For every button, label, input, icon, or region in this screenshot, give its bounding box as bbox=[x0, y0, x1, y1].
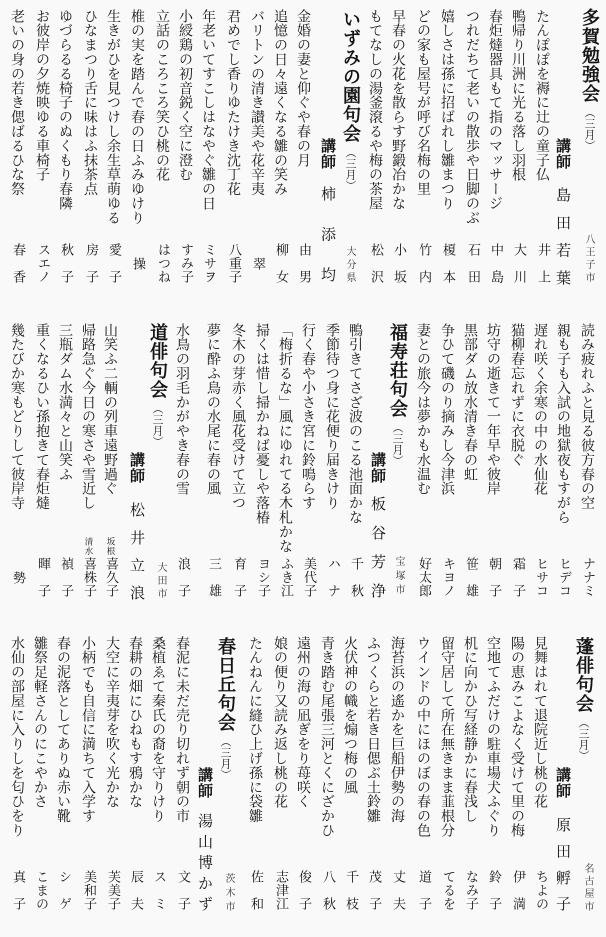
haiku-author: 房子 bbox=[83, 243, 98, 283]
haiku-author: キヨノ bbox=[440, 557, 455, 597]
haiku-author: 勢 bbox=[10, 570, 25, 584]
section-location: 茨木市 bbox=[223, 873, 234, 911]
haiku-column bbox=[324, 314, 340, 614]
haiku-column bbox=[247, 627, 263, 927]
haiku-column bbox=[462, 314, 478, 614]
lecturer-label: 講師 bbox=[196, 767, 214, 799]
haiku-text: 桑植ゑて秦氏の裔を守りけり bbox=[150, 636, 166, 824]
haiku-author: 志津江 bbox=[273, 870, 288, 910]
section-title bbox=[146, 323, 168, 447]
haiku-text: 妻との旅今は夢かも水温む bbox=[415, 323, 431, 496]
haiku-column bbox=[485, 314, 501, 614]
haiku-column bbox=[150, 627, 166, 927]
haiku-text: 青き踏む尾張三河とくにざかひ bbox=[319, 636, 335, 838]
section-title bbox=[214, 637, 236, 780]
haiku-text: 春耕の畑にひねもす鴉かな bbox=[127, 636, 143, 809]
haiku-author: 三雄 bbox=[206, 557, 221, 597]
haiku-author: 喜久子 bbox=[103, 557, 118, 597]
haiku-column bbox=[439, 627, 455, 927]
haiku-column bbox=[80, 314, 96, 614]
haiku-author: 八重子 bbox=[226, 243, 241, 283]
haiku-author: 松沢 bbox=[368, 243, 383, 283]
haiku-text: バリトンの清き讃美や花辛夷 bbox=[249, 9, 265, 197]
haiku-author: 愛子 bbox=[106, 243, 121, 283]
section-location: 名古屋市 bbox=[582, 863, 593, 911]
section-location: 八王子市 bbox=[583, 234, 594, 282]
haiku-text: 海苔浜の遙かを巨船伊勢の海 bbox=[389, 636, 405, 824]
haiku-column bbox=[365, 627, 381, 927]
haiku-column bbox=[55, 627, 71, 927]
haiku-column bbox=[347, 314, 363, 614]
haiku-column bbox=[9, 0, 25, 300]
haiku-author: 美和子 bbox=[81, 870, 96, 910]
haiku-column bbox=[415, 627, 431, 927]
haiku-column bbox=[300, 314, 316, 614]
section-title bbox=[572, 637, 594, 761]
haiku-author: はつね bbox=[155, 243, 170, 283]
section-month: （三月） bbox=[391, 422, 404, 466]
haiku-text: 読み疲れふと見る彼方春の空 bbox=[579, 323, 595, 511]
haiku-column bbox=[34, 314, 50, 614]
lecturer-label: 講師 bbox=[128, 452, 146, 484]
haiku-column bbox=[225, 0, 241, 300]
haiku-text: 椎の実を踏んで春の日ふみゆけり bbox=[129, 9, 145, 225]
haiku-author: 俊子 bbox=[296, 870, 311, 910]
haiku-column bbox=[34, 0, 50, 300]
haiku-author: 石田 bbox=[465, 243, 480, 283]
haiku-text: 坊守の逝きて一年早や彼岸 bbox=[485, 323, 501, 496]
haiku-text: 鴨引きてさざ波のこる池面かな bbox=[347, 323, 363, 525]
haiku-text: 遅れ咲く余寒の中の水仙花 bbox=[532, 323, 548, 496]
haiku-text: 幾たびか寒もどりして彼岸寺 bbox=[9, 323, 25, 511]
haiku-column bbox=[80, 627, 96, 927]
haiku-author: ヨシ子 bbox=[255, 557, 270, 597]
haiku-text: 帰路急ぐ今日の寒さや雪近し bbox=[80, 323, 96, 511]
haiku-author: 小坂 bbox=[391, 243, 406, 283]
haiku-author: なみ子 bbox=[463, 870, 478, 910]
lecturer-name: 松井立浪 bbox=[128, 502, 146, 600]
haiku-column bbox=[510, 0, 526, 300]
section-title bbox=[339, 10, 361, 191]
haiku-author: ちよの bbox=[533, 870, 548, 910]
haiku-text: 追憶の日々遠くなる雛の笑み bbox=[272, 9, 288, 197]
haiku-text: 行く春や小さき宮に鈴鳴らす bbox=[300, 323, 316, 511]
lecturer-label: 講師 bbox=[554, 767, 572, 799]
haiku-text: ウインドの中にほのぼの春の色 bbox=[415, 636, 431, 838]
haiku-author: 笹雄 bbox=[463, 557, 478, 597]
haiku-author: 井上 bbox=[535, 243, 550, 283]
haiku-author: 榎本 bbox=[440, 243, 455, 283]
lecturer-name: 柿添均 bbox=[319, 186, 337, 282]
haiku-author: 春香 bbox=[10, 243, 25, 283]
haiku-column bbox=[389, 627, 405, 927]
haiku-text: 水仙の部屋に入りしを匂ひをり bbox=[9, 636, 25, 838]
haiku-text: 娘の便り又読み返し桃の花 bbox=[272, 636, 288, 809]
section-title bbox=[578, 8, 600, 151]
haiku-text: 掃くは惜し掃かねば憂しや落椿 bbox=[254, 323, 270, 525]
haiku-column bbox=[154, 0, 170, 300]
section-month: （三月） bbox=[219, 736, 232, 780]
haiku-author: 禎子 bbox=[58, 557, 73, 597]
haiku-author: すみ子 bbox=[178, 243, 193, 283]
haiku-text: 春炬燵器具もて指のマッサージ bbox=[487, 9, 503, 211]
haiku-column bbox=[462, 627, 478, 927]
haiku-author: 鈴子 bbox=[486, 870, 501, 910]
haiku-text: 見舞はれて退院近し桃の花 bbox=[532, 636, 548, 809]
haiku-author: 辰夫 bbox=[128, 870, 143, 910]
haiku-text: ふつくらと若き日偲ぶ土鈴雛 bbox=[365, 636, 381, 824]
section-month: （三月） bbox=[583, 107, 596, 151]
haiku-text: どの家も屋号が呼び名梅の里 bbox=[415, 9, 431, 197]
lecturer-label: 講師 bbox=[319, 138, 337, 170]
haiku-author: 育子 bbox=[231, 557, 246, 597]
lecturer-label: 講師 bbox=[554, 138, 572, 170]
haiku-text: 生きがひを見つけし余生草萌ゆる bbox=[105, 9, 121, 225]
haiku-column bbox=[390, 0, 406, 300]
haiku-text: 「梅折るな」風にゆれてる木札かな bbox=[277, 323, 293, 554]
haiku-text: 季節待つ身に花便り届きけり bbox=[324, 323, 340, 511]
haiku-column bbox=[249, 0, 265, 300]
haiku-column bbox=[102, 314, 118, 614]
haiku-author: 千秋 bbox=[348, 557, 363, 597]
author-surname: 清水 bbox=[83, 537, 93, 555]
haiku-column bbox=[532, 314, 548, 614]
haiku-author: 霜子 bbox=[510, 557, 525, 597]
haiku-author: スエノ bbox=[35, 243, 50, 283]
haiku-author: 丈夫 bbox=[390, 870, 405, 910]
haiku-author: 操 bbox=[130, 256, 145, 270]
haiku-text: 山笑ふ二輌の列車遠野過ぐ bbox=[102, 323, 118, 496]
haiku-column bbox=[104, 627, 120, 927]
haiku-text: 空地てふだけの駐車場犬ふぐり bbox=[485, 636, 501, 838]
haiku-column bbox=[32, 627, 48, 927]
haiku-text: 三瓶ダム水満々と山笑ふ bbox=[57, 323, 73, 482]
haiku-text: ゆづらるる椅子のぬくもり春隣 bbox=[57, 9, 73, 211]
haiku-text: お彼岸の夕焼映ゆる車椅子 bbox=[34, 9, 50, 182]
haiku-author: 道子 bbox=[416, 870, 431, 910]
haiku-column bbox=[532, 627, 548, 927]
lecturer-name: 板谷芳浄 bbox=[369, 496, 387, 598]
haiku-text: 小綬鶏の初音鋭く空に澄む bbox=[177, 9, 193, 182]
haiku-text: 机に向かひ写経静かに春浅し bbox=[462, 636, 478, 824]
haiku-author: 佐和 bbox=[248, 870, 263, 910]
section-month: （三月） bbox=[151, 403, 164, 447]
haiku-column bbox=[277, 314, 293, 614]
haiku-text: 鴨帰り川洲に光る落し羽根 bbox=[510, 9, 526, 182]
haiku-author: ふき江 bbox=[278, 557, 293, 597]
section-location: 大田市 bbox=[155, 562, 166, 598]
haiku-author: 柳女 bbox=[273, 243, 288, 283]
lecturer-name: 島田若葉 bbox=[554, 187, 572, 285]
haiku-column bbox=[9, 314, 25, 614]
haiku-text: 争ひて磯のり摘みし今津浜 bbox=[439, 323, 455, 496]
haiku-text: 雛祭足軽さんのにこやかさ bbox=[32, 636, 48, 809]
haiku-column bbox=[342, 627, 358, 927]
haiku-column bbox=[9, 627, 25, 927]
section-location: 宝塚市 bbox=[393, 556, 404, 594]
haiku-column bbox=[254, 314, 270, 614]
haiku-column bbox=[439, 0, 455, 300]
haiku-text: 春の泥落としてありぬ赤い靴 bbox=[55, 636, 71, 824]
haiku-column bbox=[415, 0, 431, 300]
haiku-column bbox=[509, 314, 525, 614]
haiku-author: 美代子 bbox=[301, 557, 316, 597]
band-top bbox=[0, 0, 606, 310]
haiku-author: 竹内 bbox=[416, 243, 431, 283]
section-title-text: 春日丘句会 bbox=[215, 637, 236, 732]
section-title-text: 多賀勉強会 bbox=[579, 8, 600, 103]
haiku-column bbox=[57, 314, 73, 614]
haiku-text: 陽の恵みこよなく受けて里の梅 bbox=[509, 636, 525, 838]
haiku-author: 文子 bbox=[175, 870, 190, 910]
haiku-author: 芙美子 bbox=[105, 870, 120, 910]
haiku-column bbox=[82, 0, 98, 300]
haiku-text: 火伏神の幟を煽つ梅の風 bbox=[342, 636, 358, 795]
haiku-author: 大川 bbox=[511, 243, 526, 283]
haiku-column bbox=[439, 314, 455, 614]
haiku-author: 好太郎 bbox=[416, 557, 431, 597]
haiku-author: スミ bbox=[151, 870, 166, 910]
haiku-author: ヒサコ bbox=[533, 557, 548, 597]
section-month: （三月） bbox=[577, 717, 590, 761]
haiku-column bbox=[129, 0, 145, 300]
section-month: （三月） bbox=[344, 147, 357, 191]
section-title-text: 道俳句会 bbox=[147, 323, 168, 399]
haiku-text: 小柄でも自信に満ちて入学す bbox=[80, 636, 96, 824]
haiku-text: 留守居して所在無きまま韮根分 bbox=[439, 636, 455, 838]
haiku-column bbox=[534, 0, 550, 300]
haiku-text: たんぽぽを褥に辻の童子仏 bbox=[534, 9, 550, 182]
haiku-column bbox=[200, 0, 216, 300]
haiku-author: ミサヲ bbox=[201, 243, 216, 283]
lecturer-name: 原田孵子 bbox=[554, 817, 572, 911]
lecturer-name: 湯山博かず bbox=[196, 813, 214, 911]
haiku-text: 年老いてすこしはなやぐ雛の日 bbox=[200, 9, 216, 211]
haiku-column bbox=[509, 627, 525, 927]
haiku-text: 立話のころころ笑ひ桃の花 bbox=[154, 9, 170, 182]
haiku-author: 千枝 bbox=[343, 870, 358, 910]
haiku-text: 春泥に未だ売り切れず朝の市 bbox=[174, 636, 190, 824]
haiku-column bbox=[174, 314, 190, 614]
haiku-author: 秋子 bbox=[58, 243, 73, 283]
section-title-text: 蓬俳句会 bbox=[573, 637, 594, 713]
haiku-text: 夢に酔ふ鳥の水尾に春の風 bbox=[205, 323, 221, 496]
haiku-column bbox=[230, 314, 246, 614]
haiku-author: 翠 bbox=[250, 256, 265, 270]
haiku-column bbox=[367, 0, 383, 300]
lecturer-label: 講師 bbox=[369, 452, 387, 484]
haiku-column bbox=[105, 0, 121, 300]
haiku-text: 親も子も入試の地獄夜もすがら bbox=[555, 323, 571, 525]
haiku-author: 真子 bbox=[10, 870, 25, 910]
haiku-column bbox=[485, 627, 501, 927]
haiku-author: 暉子 bbox=[35, 557, 50, 597]
haiku-author: 朝子 bbox=[486, 557, 501, 597]
haiku-column bbox=[177, 0, 193, 300]
haiku-author: 喜株子 bbox=[81, 557, 96, 597]
author-surname: 坂根 bbox=[105, 537, 115, 555]
band-middle bbox=[0, 314, 606, 624]
haiku-column bbox=[295, 627, 311, 927]
haiku-text: 猫柳春忘れずに衣脱ぐ bbox=[509, 323, 525, 467]
haiku-text: 老いの身の若き偲ばるひな祭 bbox=[9, 9, 25, 197]
haiku-author: ナナミ bbox=[580, 557, 595, 597]
haiku-text: もてなしの湯釜滾るや梅の茶屋 bbox=[367, 9, 383, 211]
haiku-column bbox=[579, 314, 595, 614]
haiku-text: 黒部ダム放水清き春の虹 bbox=[462, 323, 478, 482]
haiku-text: 遠州の海の凪ぎをり苺咲く bbox=[295, 636, 311, 809]
haiku-column bbox=[487, 0, 503, 300]
haiku-author: シゲ bbox=[56, 870, 71, 910]
section-title-text: 福寿荘句会 bbox=[387, 323, 408, 418]
haiku-text: 君めでし香りゆたけき沈丁花 bbox=[225, 9, 241, 197]
haiku-author: 浪子 bbox=[175, 557, 190, 597]
haiku-author: 茂子 bbox=[366, 870, 381, 910]
haiku-author: 中島 bbox=[488, 243, 503, 283]
section-title-text: いずみの園句会 bbox=[340, 10, 361, 143]
haiku-author: てるを bbox=[440, 870, 455, 910]
haiku-column bbox=[464, 0, 480, 300]
haiku-column bbox=[205, 314, 221, 614]
haiku-text: 嬉しさは孫に招ばれし雛まつり bbox=[439, 9, 455, 211]
haiku-text: たんねんに縫ひ上げ孫に袋雛 bbox=[247, 636, 263, 824]
haiku-author: 由男 bbox=[296, 243, 311, 283]
haiku-author: ヒデコ bbox=[556, 557, 571, 597]
haiku-column bbox=[319, 627, 335, 927]
haiku-text: 大空に辛夷芽を吹く光かな bbox=[104, 636, 120, 809]
haiku-column bbox=[415, 314, 431, 614]
haiku-text: つれだちて老いの散歩や日脚のぶ bbox=[464, 9, 480, 225]
haiku-text: ひなまつり舌に味はふ抹茶点 bbox=[82, 9, 98, 197]
haiku-text: 金婚の妻と仰ぐや春の月 bbox=[295, 9, 311, 168]
haiku-author: ハナ bbox=[325, 557, 340, 597]
haiku-column bbox=[295, 0, 311, 300]
haiku-text: 早春の火花を散らす野鍛冶かな bbox=[390, 9, 406, 211]
haiku-column bbox=[555, 314, 571, 614]
haiku-author: 八秋 bbox=[320, 870, 335, 910]
haiku-column bbox=[174, 627, 190, 927]
haiku-column bbox=[57, 0, 73, 300]
haiku-column bbox=[127, 627, 143, 927]
haiku-author: 伊満 bbox=[510, 870, 525, 910]
section-title bbox=[386, 323, 408, 466]
band-bottom bbox=[0, 627, 606, 937]
haiku-author: こまの bbox=[33, 870, 48, 910]
haiku-column bbox=[272, 0, 288, 300]
haiku-text: 水鳥の羽毛かがやき春の雪 bbox=[174, 323, 190, 496]
haiku-text: 冬木の芽赤く風花受けて立つ bbox=[230, 323, 246, 511]
section-location: 大分県 bbox=[344, 246, 355, 282]
haiku-text: 重くなるひい孫抱きて春炬燵 bbox=[34, 323, 50, 511]
haiku-column bbox=[272, 627, 288, 927]
